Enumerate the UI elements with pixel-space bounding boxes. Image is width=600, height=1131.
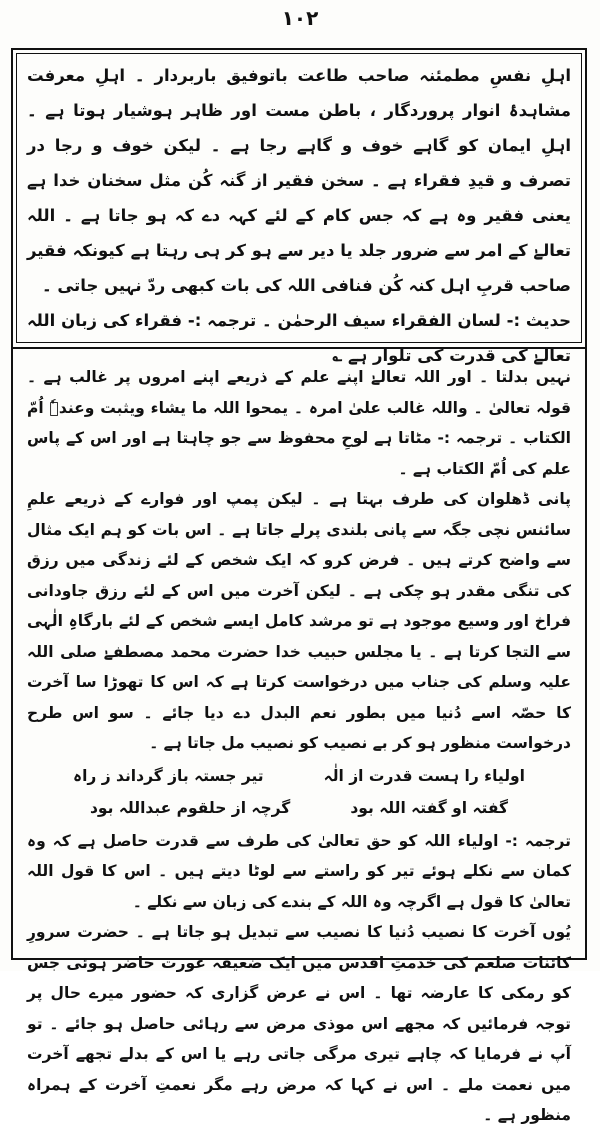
bottom-paragraph-2: پانی ڈھلوان کی طرف بہتا ہے ۔ لیکن پمپ اور فوارے کے ذریعے علمِ سائنس نچی جگہ سے پانی بلندی پرلے جاتا ہے ۔ اس بات کو ہم ایک مثال سے واضح کرتے ہیں ۔ فرض کرو کہ ایک شخص کے لئے زندگی میں رزق کی تنگی مقدر ہو چکی ہے ۔ لیکن آخرت میں اس کے لئے رزق جاودانی فراخ اور وسیع موجود ہے تو مرشد کامل ایسے شخص کے لئے بارگاہِ الٰہی سے التجا کرتا ہے ۔ یا مجلس حبیب خدا حضرت محمد مصطفےٰ صلی اللہ علیہ وسلم کی جناب میں درخواست کرتا ہے کہ اس کا تھوڑا سا آخرت کا حصّہ اسے دُنیا میں بطور نعم البدل دے دیا جائے ۔ سو اس طرح درخواست منظور ہو کر بے نصیب کو نصیب مل جاتا ہے ۔ <box>27 490 571 752</box>
section-divider <box>13 347 585 349</box>
bottom-paragraph-3: ترجمہ :- اولیاء اللہ کو حق تعالیٰ کی طرف سے قدرت حاصل ہے کہ وہ کمان سے نکلے ہوئے تیر کو راستے سے لوٹا دیتے ہیں ۔ اس کا قول اللہ تعالیٰ کا قول ہے اگرچہ وہ اللہ کے بندے کی زبان سے نکلے ۔ <box>27 831 571 911</box>
top-box-text <box>27 58 571 373</box>
page-frame <box>11 48 587 1124</box>
page-number: ۱۰۲ <box>281 6 319 30</box>
top-paragraph-1: اہلِ نفسِ مطمئنہ صاحب طاعت باتوفیق باربردار ۔ اہلِ معرفت مشاہدۂ انوار پروردگار ، باطن مست اور ظاہر ہوشیار ہوتا ہے ۔ اہلِ ایمان کو گاہے خوف و گاہے رجا ہے ۔ لیکن خوف و رجا در تصرف و قیدِ فقراء ہے ۔ سخن فقیر از گنہ کُن مثل سخنان خدا ہے یعنی فقیر وہ ہے کہ جس کام کے لئے کہہ دے کہ ہو جاتا ہے ۔ اللہ تعالےٰ کے امر سے ضرور جلد یا دیر سے ہو کر ہی رہتا ہے کیونکہ فقیر صاحب قربِ اہل کنہ کُن فنافی اللہ کی بات کبھی ردّ نہیں جاتی ۔ <box>27 66 571 295</box>
couplet-2-second: گرچہ از حلقوم عبداللہ بود <box>89 799 291 817</box>
couplet-line-1 <box>27 761 571 792</box>
couplet-1-first: اولیاء را ہست قدرت از الٰہ <box>323 766 525 785</box>
top-paragraph-2: حدیث :- لسان الفقراء سیف الرحمٰن ۔ ترجمہ :- فقراء کی زبان اللہ تعالےٰ کی قدرت کی تلوار ہے ؎ <box>27 311 571 365</box>
bottom-paragraph-1: نہیں بدلتا ۔ اور اللہ تعالےٰ اپنے علم کے ذریعے اپنے امروں پر غالب ہے ۔ قولہ تعالیٰ ۔ واللہ غالب علیٰ امرہ ۔ یمحوا اللہ ما یشاء ویثبت وعندہٗ اُمّ الکتاب ۔ ترجمہ :- مٹاتا ہے لوحِ محفوظ سے جو چاہتا ہے اور اس کے پاس علم کی اُمّ الکتاب ہے ۔ <box>27 368 571 478</box>
main-text <box>27 362 571 1131</box>
couplet-line-2 <box>27 793 571 824</box>
bottom-paragraph-4: یُوں آخرت کا نصیب دُنیا کا نصیب سے تبدیل ہو جاتا ہے ۔ حضرت سرورِ کائنات صلعم کی خدمتِ اقدس میں ایک ضعیفہ عورت حاضر ہوئی جس کو رمکی کا عارضہ تھا ۔ اس نے عرض گزاری کہ حضور میرے حال پر توجہ فرمائیں کہ مجھے اس موذی مرض سے رہائی حاصل ہو جائے ۔ تو آپ نے فرمایا کہ چاہے تیری مرگی جاتی رہے یا اس کے بدلے تجھے آخرت میں نعمت ملے ۔ اس نے کہا کہ مرض رہے مگر نعمتِ آخرت کے ہمراہ منظور ہے ۔ <box>27 923 571 1124</box>
couplet-2-first: گفتہ او گفتہ اللہ بود <box>350 799 509 817</box>
couplet-1-second: تیر جستہ باز گرداند ز راہ <box>73 766 264 785</box>
